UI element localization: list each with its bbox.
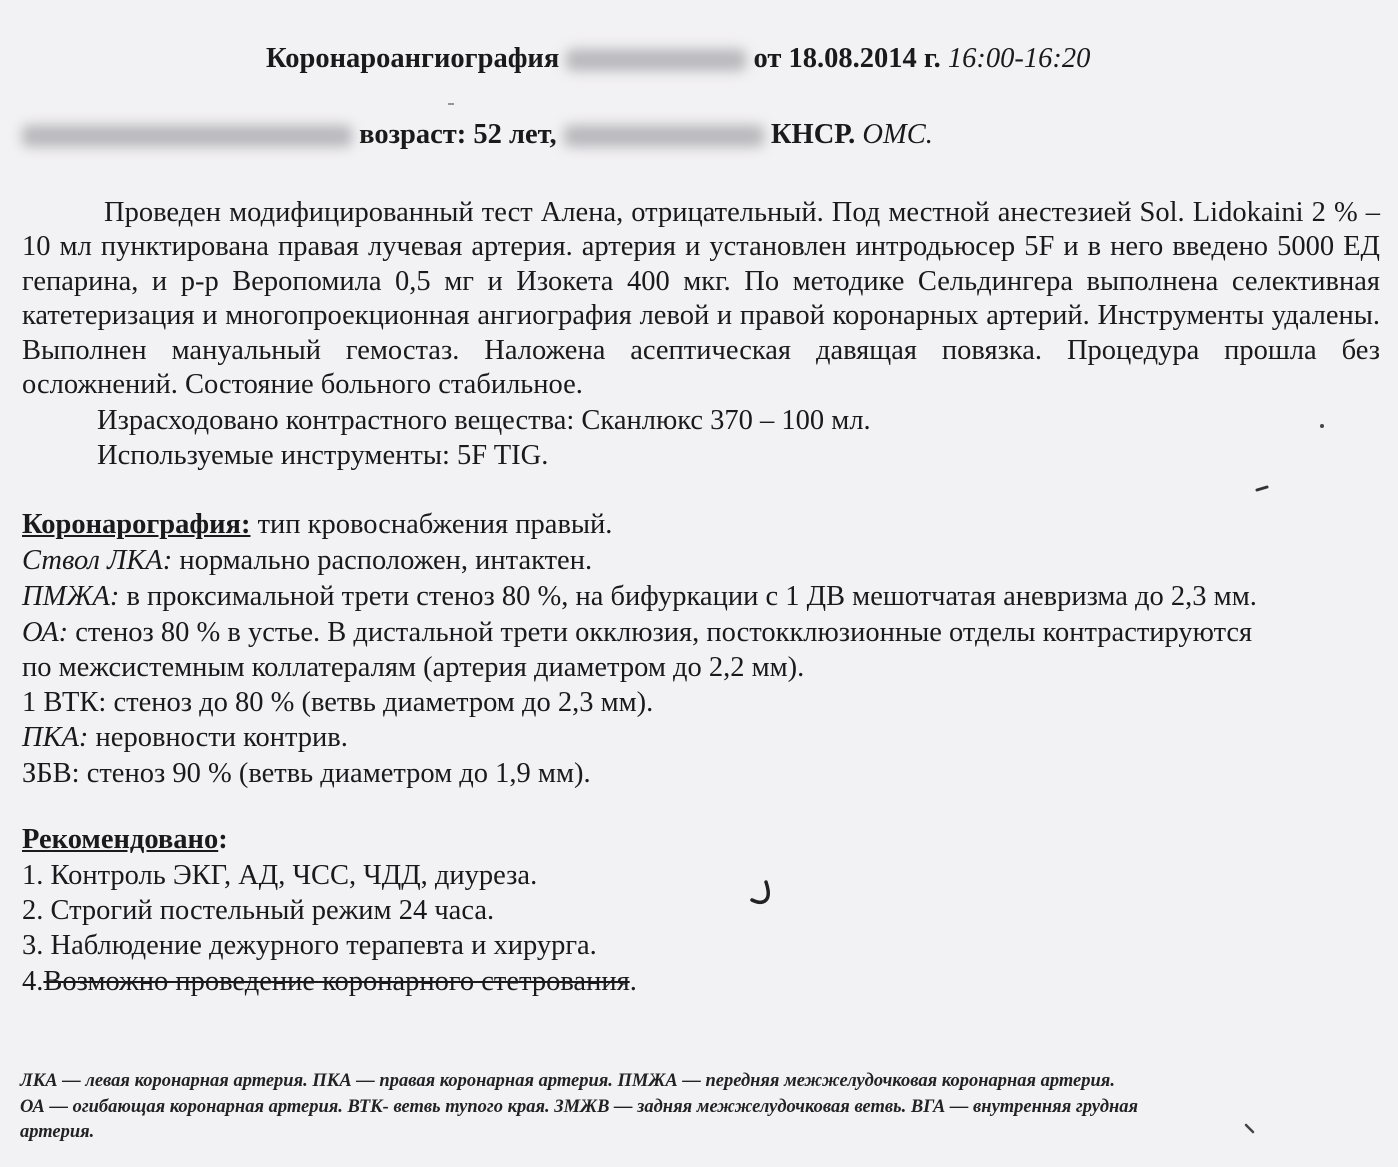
coronarography-heading-line [22,508,612,542]
recommendations-heading: Рекомендовано [22,824,219,855]
instruments-line: Используемые инструменты: 5F TIG. [97,440,549,471]
pmzha-line [22,580,1257,614]
item4-period: . [629,966,637,997]
item4-number: 4. [22,966,44,997]
footnote-line-1: ЛКА — левая коронарная артерия. ПКА — правая коронарная артерия. ПМЖА — передняя межжелудочковая коронарная артерия. [20,1071,1115,1091]
contrast-line: Израсходовано контрастного вещества: Сканлюкс 370 – 100 мл. [97,405,871,436]
vtk-line: 1 ВТК: стеноз до 80 % (ветвь диаметром до 2,3 мм). [22,687,654,718]
redacted-patient-name [22,125,352,147]
procedure-paragraph: Проведен модифицированный тест Алена, отрицательный. Под местной анестезией Sol. Lidokaini 2 % – 10 мл пунктирована правая лучевая артерия. артерия и установлен интродьюсер 5F и в него введено 5000 ЕД гепарина, и р-р Веропомила 0,5 мг и Изокета 400 мкг. По методике Сельдингера выполнена селективная катетеризация и многопроекционная ангиография левой и правой коронарных артерий. Инструменты удалены. Выполнен мануальный гемостаз. Наложена асептическая давящая повязка. Процедура прошла без осложнений. Состояние больного стабильное. [22,197,1380,401]
oa-label: ОА: [22,617,69,648]
recommendation-item: 2. Строгий постельный режим 24 часа. [22,895,495,926]
patient-age: возраст: 52 лет, [359,119,557,150]
recommendation-item-struck [22,965,637,999]
recommendations-colon: : [218,824,228,855]
department: КНСР. [770,119,856,150]
footnote-line-3: артерия. [20,1122,95,1142]
recommendations-heading-line [22,823,228,857]
pen-dot [1318,422,1326,430]
pka-line [22,721,348,755]
lka-line [22,544,592,578]
item4-struck-text: Возможно проведение коронарного стетрования [43,966,630,997]
pmzha-text: в проксимальной трети стеноз 80 %, на бифуркации с 1 ДВ мешотчатая аневризма до 2,3 мм. [119,581,1257,612]
oa-text: стеноз 80 % в устье. В дистальной трети окклюзия, постокклюзионные отделы контрастируются [68,617,1253,648]
redacted-name-block [566,49,746,71]
recommendation-item: 1. Контроль ЭКГ, АД, ЧСС, ЧДД, диуреза. [22,860,538,891]
pen-mark [1255,484,1271,494]
title-date: от 18.08.2014 г. [753,43,941,74]
patient-line [22,118,933,152]
title-text: Коронароангиография [266,43,560,74]
footnote-line-2: ОА — огибающая коронарная артерия. ВТК- ветвь тупого края. ЗМЖВ — задняя межжелудочковая ветвь. ВГА — внутренняя грудная [20,1097,1139,1117]
recommendation-item: 3. Наблюдение дежурного терапевта и хирурга. [22,930,597,961]
title-time: 16:00-16:20 [947,43,1091,74]
pen-dot [446,100,456,108]
coronarography-type: тип кровоснабжения правый. [250,509,613,540]
pka-text: неровности контрив. [88,722,348,753]
pka-label: ПКА: [22,722,89,753]
document-title [266,42,1090,76]
lka-label: Ствол ЛКА: [22,545,173,576]
pmzha-label: ПМЖА: [22,581,120,612]
oa-line-2: по межсистемным коллатералям (артерия диаметром до 2,2 мм). [22,652,805,683]
pen-mark [1243,1122,1257,1136]
redacted-patient-info [564,125,764,147]
payment-type: ОМС. [862,119,933,150]
oa-line [22,616,1252,650]
pen-mark [748,878,778,908]
coronarography-heading: Коронарография: [22,509,251,540]
zbv-line: ЗБВ: стеноз 90 % (ветвь диаметром до 1,9 мм). [22,758,591,789]
lka-text: нормально расположен, интактен. [172,545,593,576]
